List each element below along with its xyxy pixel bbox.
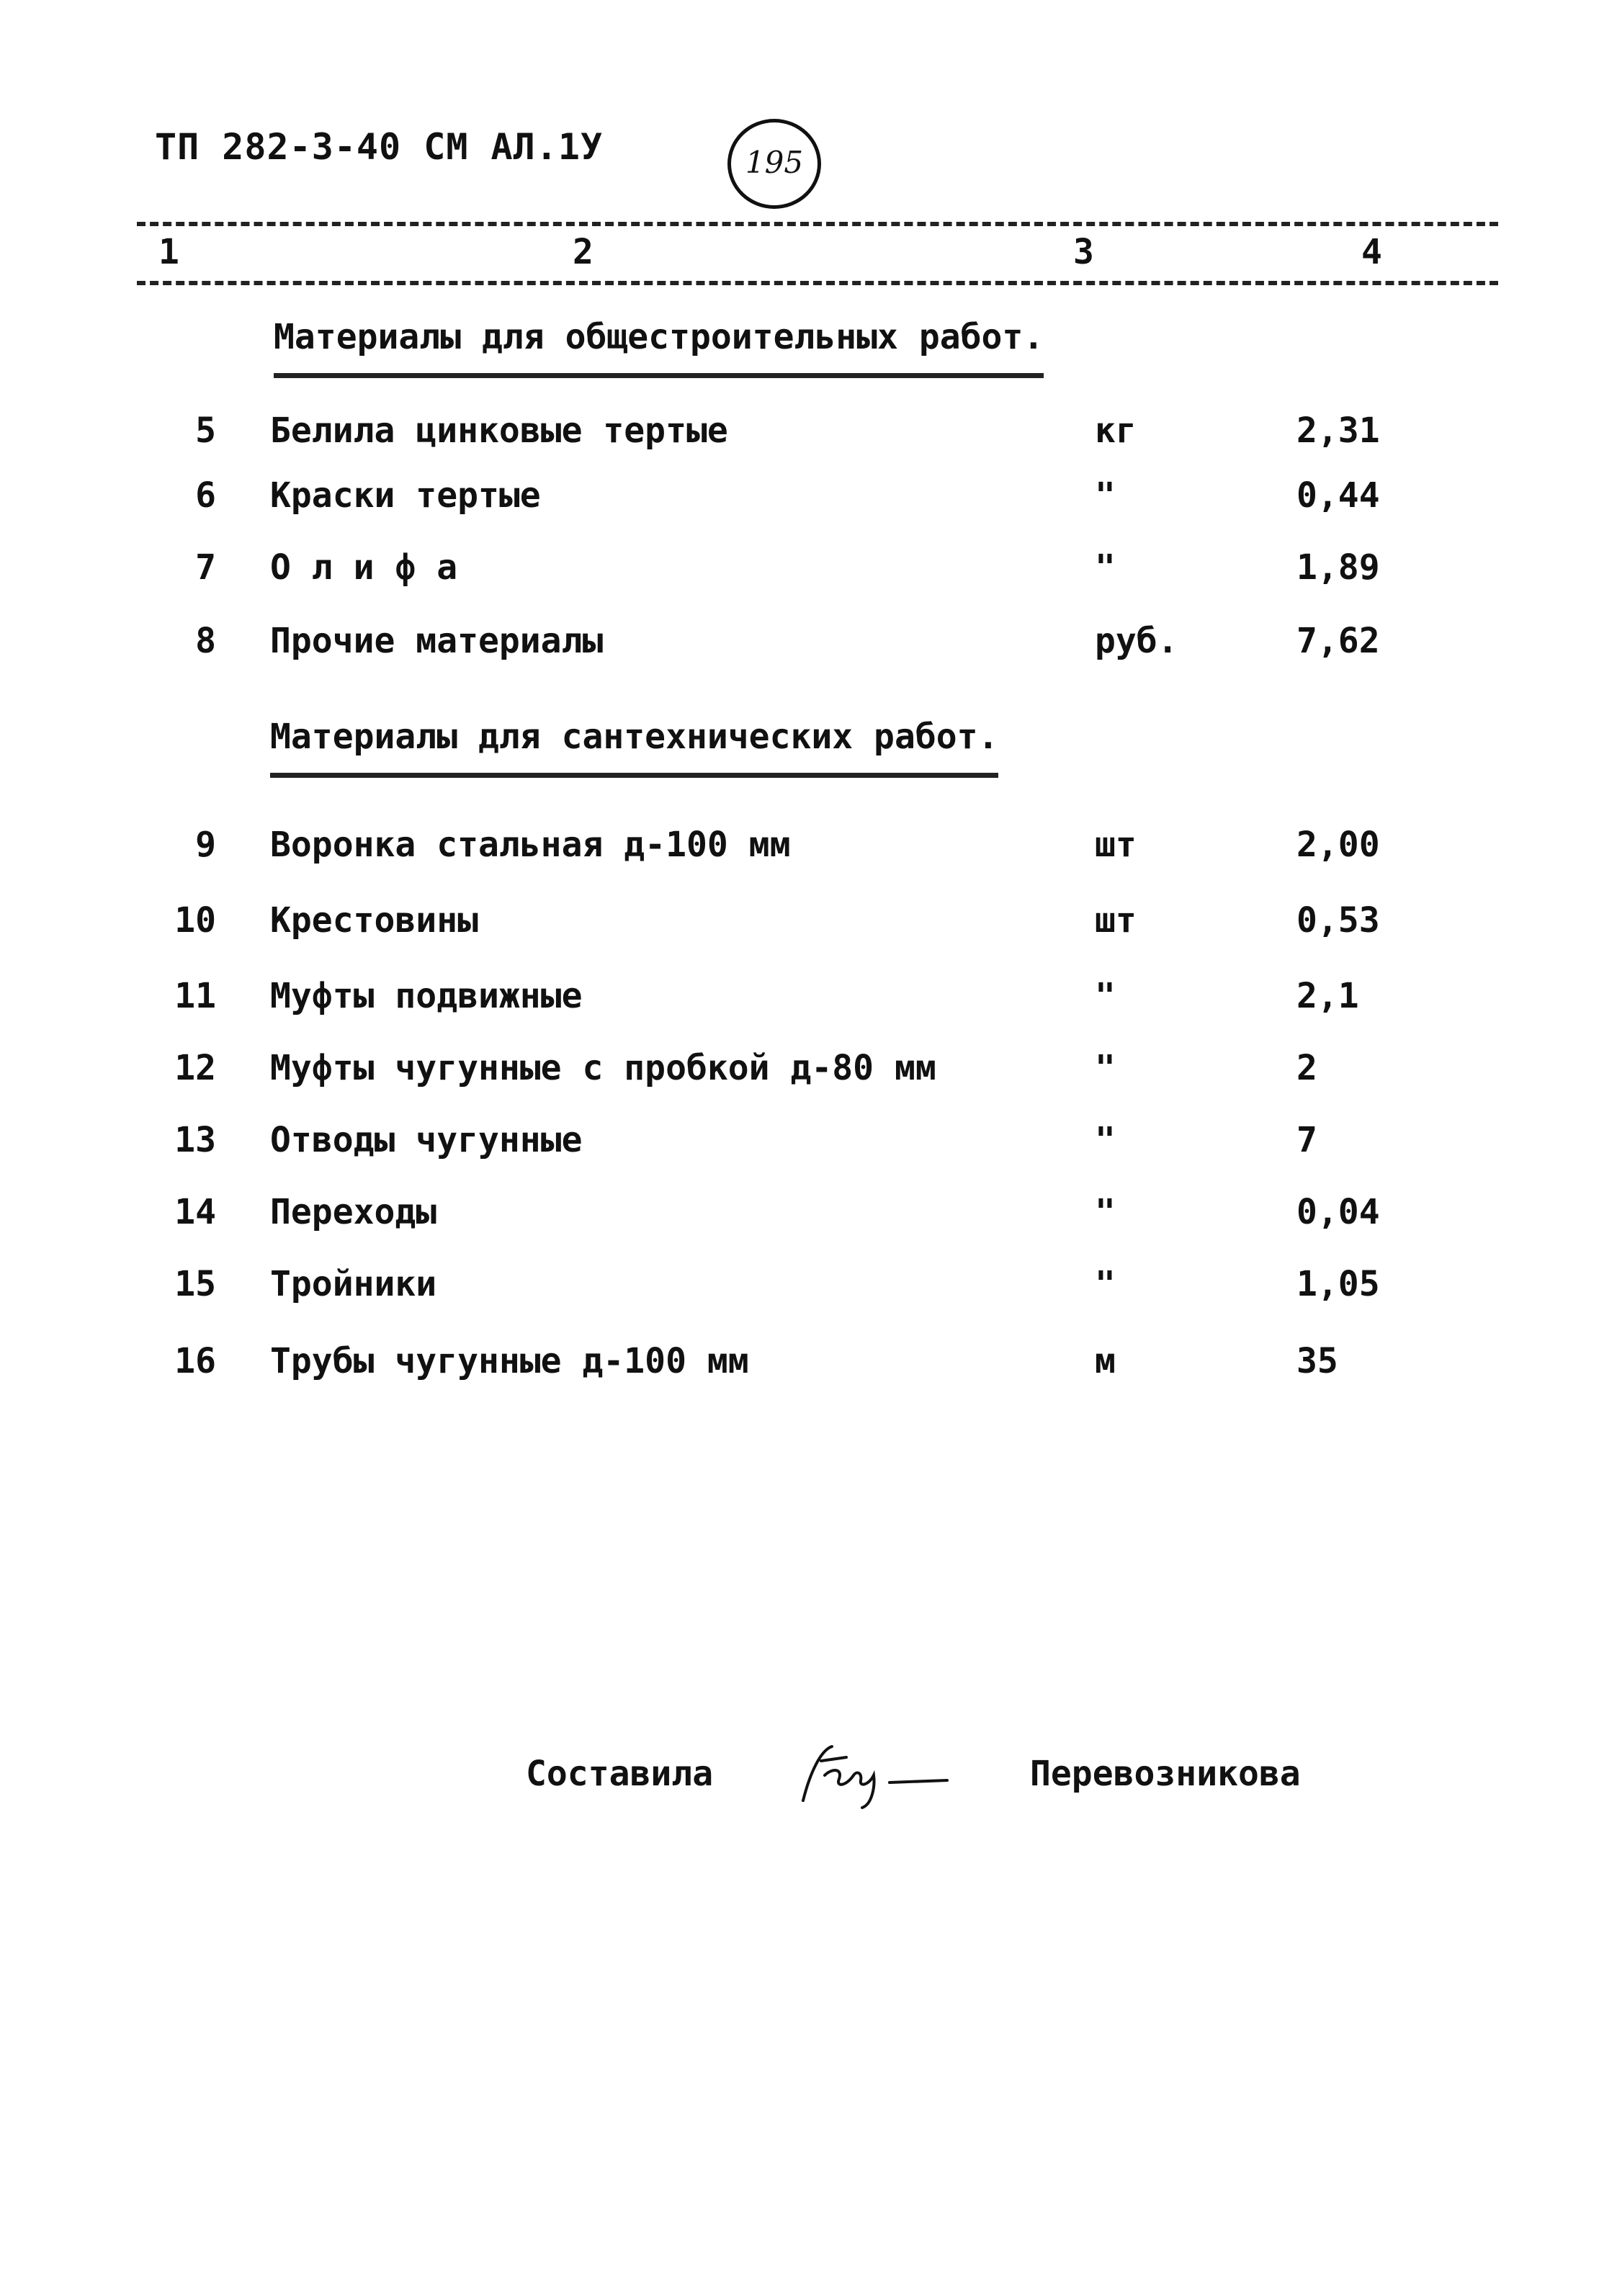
row-unit: "	[1095, 976, 1116, 1016]
row-quantity: 7	[1296, 1120, 1317, 1160]
row-quantity: 2,1	[1296, 976, 1359, 1016]
row-unit: "	[1095, 1192, 1116, 1232]
section-title-general-construction: Материалы для общестроительных работ.	[274, 317, 1044, 378]
row-material-name: О л и ф а	[270, 547, 458, 588]
column-header-1: 1	[158, 232, 179, 272]
row-material-name: Отводы чугунные	[270, 1120, 583, 1160]
table-row	[0, 976, 1617, 1026]
row-material-name: Муфты подвижные	[270, 976, 583, 1016]
row-unit: "	[1095, 1048, 1116, 1088]
document-code: ТП 282-3-40 СМ АЛ.1У	[155, 126, 604, 168]
row-material-name: Прочие материалы	[270, 621, 604, 661]
row-unit: "	[1095, 1120, 1116, 1160]
row-number: 14	[174, 1192, 216, 1232]
handwritten-signature-icon	[781, 1736, 962, 1815]
row-material-name: Тройники	[270, 1264, 437, 1304]
row-material-name: Крестовины	[270, 900, 478, 941]
row-unit: м	[1095, 1341, 1116, 1381]
row-material-name: Трубы чугунные д-100 мм	[270, 1341, 749, 1381]
row-unit: "	[1095, 475, 1116, 516]
section-title-plumbing: Материалы для сантехнических работ.	[270, 717, 998, 778]
row-number: 5	[195, 411, 216, 451]
signature-block	[0, 1746, 1617, 1833]
row-quantity: 0,04	[1296, 1192, 1380, 1232]
row-quantity: 2	[1296, 1048, 1317, 1088]
row-unit: руб.	[1095, 621, 1178, 661]
compiled-by-label: Составила	[526, 1754, 714, 1794]
column-header-2: 2	[573, 232, 594, 272]
row-material-name: Краски тертые	[270, 475, 541, 516]
row-quantity: 0,53	[1296, 900, 1380, 941]
row-unit: "	[1095, 1264, 1116, 1304]
table-row	[0, 1341, 1617, 1391]
row-quantity: 7,62	[1296, 621, 1380, 661]
table-row	[0, 621, 1617, 671]
table-header-top-rule	[137, 222, 1498, 226]
row-quantity: 1,89	[1296, 547, 1380, 588]
row-quantity: 2,31	[1296, 411, 1380, 451]
row-unit: "	[1095, 547, 1116, 588]
row-number: 16	[174, 1341, 216, 1381]
row-unit: шт	[1095, 825, 1137, 865]
row-quantity: 1,05	[1296, 1264, 1380, 1304]
table-row	[0, 1264, 1617, 1314]
row-material-name: Белила цинковые тертые	[270, 411, 728, 451]
table-row	[0, 1192, 1617, 1242]
table-row	[0, 1120, 1617, 1170]
row-unit: кг	[1095, 411, 1137, 451]
row-number: 6	[195, 475, 216, 516]
row-number: 10	[174, 900, 216, 941]
row-number: 8	[195, 621, 216, 661]
row-quantity: 35	[1296, 1341, 1338, 1381]
row-material-name: Воронка стальная д-100 мм	[270, 825, 791, 865]
table-row	[0, 475, 1617, 526]
row-number: 11	[174, 976, 216, 1016]
row-quantity: 2,00	[1296, 825, 1380, 865]
table-row	[0, 411, 1617, 461]
row-number: 13	[174, 1120, 216, 1160]
row-quantity: 0,44	[1296, 475, 1380, 516]
table-header-bottom-rule	[137, 281, 1498, 285]
row-material-name: Муфты чугунные с пробкой д-80 мм	[270, 1048, 936, 1088]
row-unit: шт	[1095, 900, 1137, 941]
compiler-name: Перевозникова	[1030, 1754, 1301, 1794]
row-number: 9	[195, 825, 216, 865]
row-number: 15	[174, 1264, 216, 1304]
column-header-3: 3	[1073, 232, 1094, 272]
table-row	[0, 900, 1617, 951]
row-number: 12	[174, 1048, 216, 1088]
row-number: 7	[195, 547, 216, 588]
table-row	[0, 825, 1617, 875]
column-header-4: 4	[1361, 232, 1382, 272]
row-material-name: Переходы	[270, 1192, 437, 1232]
table-row	[0, 547, 1617, 598]
table-row	[0, 1048, 1617, 1098]
page-number-stamp: 195	[727, 119, 821, 209]
